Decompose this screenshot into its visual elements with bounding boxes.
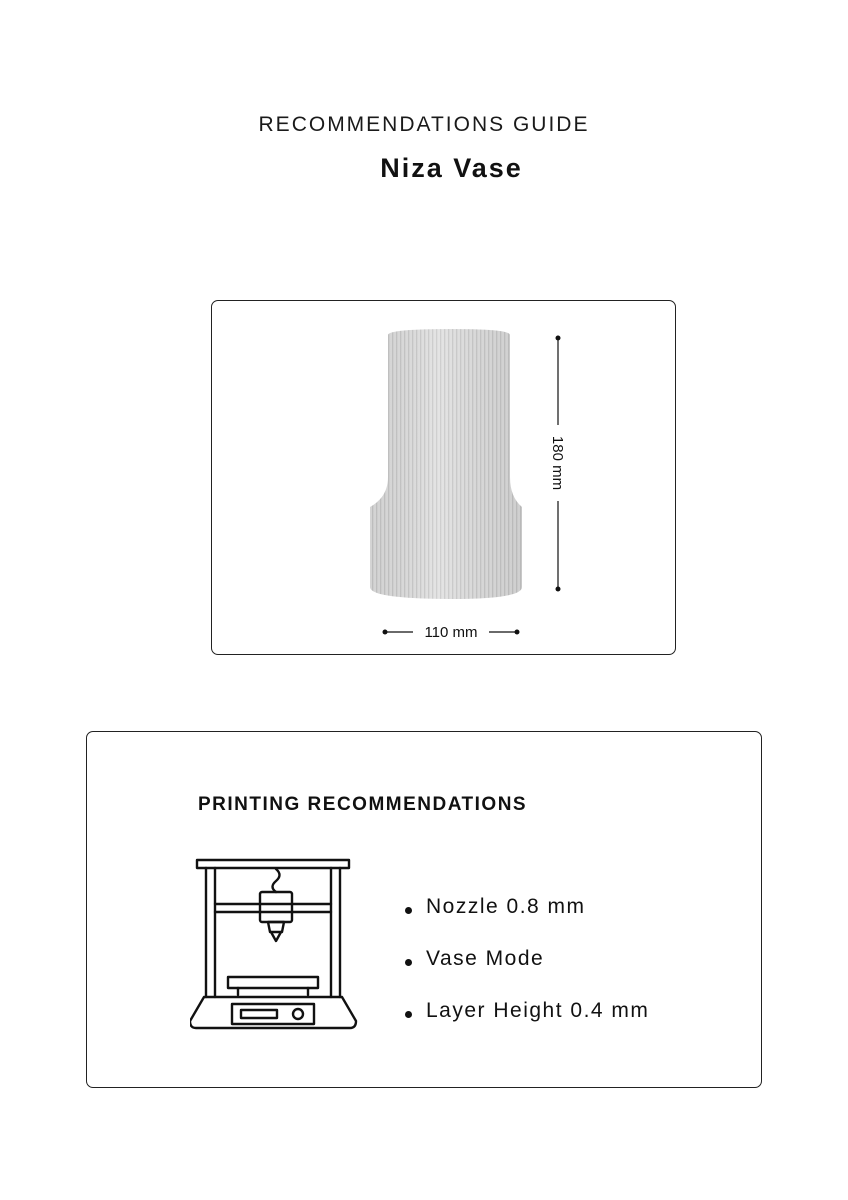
product-card xyxy=(211,300,676,655)
recommendations-list xyxy=(405,895,649,1051)
recommendation-nozzle: Nozzle 0.8 mm xyxy=(405,895,649,947)
width-dimension xyxy=(383,624,520,641)
guide-title: RECOMMENDATIONS GUIDE xyxy=(258,113,590,136)
height-label: 180 mm xyxy=(549,435,566,491)
width-label: 110 mm xyxy=(424,624,478,641)
vase-shape xyxy=(370,329,522,599)
recommendations-heading: PRINTING RECOMMENDATIONS xyxy=(198,794,528,815)
3d-printer-icon xyxy=(190,857,360,1032)
recommendations-card xyxy=(86,731,762,1088)
height-dimension xyxy=(549,336,566,592)
product-name: Niza Vase xyxy=(380,153,523,183)
recommendation-vase-mode: Vase Mode xyxy=(405,947,649,999)
recommendation-layer-height: Layer Height 0.4 mm xyxy=(405,999,649,1051)
vase-illustration xyxy=(212,301,677,656)
